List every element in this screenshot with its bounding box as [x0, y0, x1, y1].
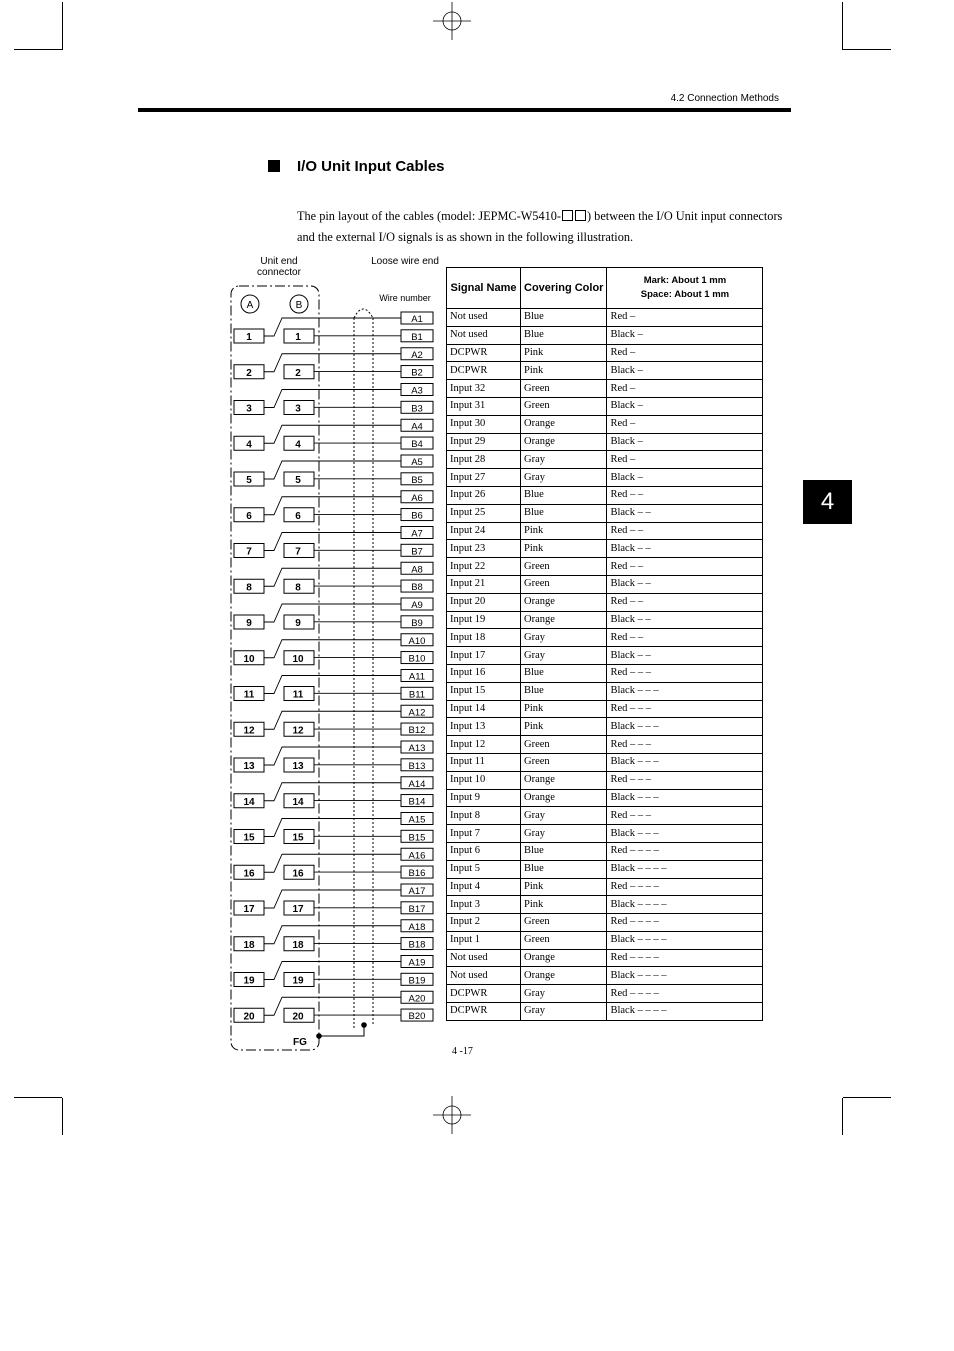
- covering-color-cell: Gray: [521, 807, 607, 825]
- cable-bundle-outline: [354, 309, 373, 1030]
- covering-color-cell: Blue: [521, 326, 607, 344]
- mark-cell: Red – – –: [607, 700, 763, 718]
- pin-label-a: 16: [243, 868, 255, 880]
- col-a-label: A: [246, 300, 254, 311]
- table-row: [447, 540, 763, 558]
- signal-name-cell: Input 3: [447, 896, 521, 914]
- mark-cell: Red –: [607, 344, 763, 362]
- covering-color-cell: Blue: [521, 682, 607, 700]
- table-row: [447, 718, 763, 736]
- mark-cell: Black – –: [607, 504, 763, 522]
- table-row: [447, 522, 763, 540]
- pin-label-b: 11: [292, 689, 304, 701]
- pin-label-b: 5: [295, 475, 301, 486]
- covering-color-cell: Blue: [521, 486, 607, 504]
- table-row: [447, 860, 763, 878]
- page-number: 4 -17: [452, 1046, 473, 1057]
- table-row: [447, 647, 763, 665]
- wire-number: A16: [408, 850, 426, 862]
- table-row: [447, 309, 763, 327]
- table-row: [447, 967, 763, 985]
- mark-cell: Black – – – –: [607, 931, 763, 949]
- table-row: [447, 469, 763, 487]
- mark-cell: Red – – – –: [607, 949, 763, 967]
- wire-number: A4: [411, 421, 423, 433]
- signal-name-cell: Input 8: [447, 807, 521, 825]
- pin-label-b: 10: [292, 653, 304, 665]
- mark-cell: Red – – –: [607, 736, 763, 754]
- covering-color-cell: Gray: [521, 825, 607, 843]
- covering-color-cell: Orange: [521, 593, 607, 611]
- col-covering-color: Covering Color: [521, 268, 607, 309]
- signal-name-cell: Input 31: [447, 397, 521, 415]
- pin-label-b: 12: [292, 725, 304, 737]
- wire-number: A5: [411, 457, 423, 468]
- pin-label-a: 17: [243, 904, 255, 915]
- covering-color-cell: Orange: [521, 949, 607, 967]
- signal-name-cell: DCPWR: [447, 985, 521, 1003]
- covering-color-cell: Blue: [521, 664, 607, 682]
- table-row: [447, 380, 763, 398]
- pin-label-b: 4: [295, 439, 301, 451]
- wire-number: B10: [408, 653, 426, 665]
- signal-name-cell: Input 4: [447, 878, 521, 896]
- wire-number: B17: [408, 903, 426, 915]
- signal-name-cell: Input 19: [447, 611, 521, 629]
- mark-cell: Black – –: [607, 575, 763, 593]
- wire-number: A20: [408, 993, 426, 1005]
- table-row: [447, 896, 763, 914]
- mark-cell: Red – –: [607, 486, 763, 504]
- mark-cell: Red – – –: [607, 771, 763, 789]
- mark-cell: Red – – – –: [607, 878, 763, 896]
- wire-number: B12: [408, 725, 426, 737]
- pin-label-b: 20: [292, 1011, 304, 1023]
- signal-name-cell: Input 32: [447, 380, 521, 398]
- signal-name-cell: Input 5: [447, 860, 521, 878]
- fg-label: FG: [293, 1037, 307, 1048]
- mark-cell: Black – – – –: [607, 1003, 763, 1021]
- covering-color-cell: Green: [521, 914, 607, 932]
- pin-label-b: 17: [292, 904, 304, 915]
- pin-label-b: 1: [295, 332, 301, 343]
- running-head: 4.2 Connection Methods: [670, 93, 779, 104]
- wire-number: B15: [408, 832, 426, 844]
- pin-label-a: 20: [243, 1011, 255, 1023]
- signal-name-cell: Input 28: [447, 451, 521, 469]
- covering-color-cell: Green: [521, 753, 607, 771]
- pin-label-b: 16: [292, 868, 304, 880]
- mark-cell: Black – – –: [607, 825, 763, 843]
- wire-number: A19: [408, 957, 426, 969]
- covering-color-cell: Gray: [521, 1003, 607, 1021]
- covering-color-cell: Green: [521, 736, 607, 754]
- pin-label-b: 7: [295, 546, 301, 558]
- mark-cell: Red – – –: [607, 807, 763, 825]
- pin-label-a: 12: [243, 725, 255, 737]
- wire-number: B20: [408, 1011, 426, 1023]
- mark-cell: Black –: [607, 397, 763, 415]
- wire-number: A7: [411, 528, 423, 540]
- table-row: [447, 771, 763, 789]
- signal-name-cell: Input 11: [447, 753, 521, 771]
- signal-name-cell: Not used: [447, 309, 521, 327]
- loose-end-label: Loose wire end: [371, 256, 439, 267]
- signal-name-cell: Input 14: [447, 700, 521, 718]
- table-row: [447, 344, 763, 362]
- pin-label-a: 10: [243, 653, 255, 665]
- signal-name-cell: Input 26: [447, 486, 521, 504]
- covering-color-cell: Blue: [521, 504, 607, 522]
- table-row: [447, 1003, 763, 1021]
- mark-cell: Black –: [607, 362, 763, 380]
- wire-number: A13: [408, 743, 426, 754]
- signal-name-cell: Input 18: [447, 629, 521, 647]
- table-row: [447, 985, 763, 1003]
- covering-color-cell: Gray: [521, 985, 607, 1003]
- mark-cell: Red – – – –: [607, 914, 763, 932]
- table-row: [447, 504, 763, 522]
- table-row: [447, 629, 763, 647]
- table-row: [447, 593, 763, 611]
- section-title-text: I/O Unit Input Cables: [297, 158, 445, 175]
- mark-cell: Black –: [607, 469, 763, 487]
- wire-number: B8: [411, 582, 423, 594]
- wire-number: A15: [408, 814, 426, 826]
- signal-name-cell: Input 23: [447, 540, 521, 558]
- pin-label-a: 6: [246, 510, 252, 522]
- table-row: [447, 433, 763, 451]
- wire-number: B7: [411, 546, 423, 558]
- table-row: [447, 842, 763, 860]
- table-row: [447, 415, 763, 433]
- mark-cell: Black – – –: [607, 718, 763, 736]
- mark-cell: Black – – –: [607, 682, 763, 700]
- wire-number: A11: [408, 671, 426, 683]
- pin-label-b: 9: [295, 618, 301, 629]
- table-row: [447, 664, 763, 682]
- mark-cell: Black –: [607, 326, 763, 344]
- table-row: [447, 753, 763, 771]
- mark-cell: Red – –: [607, 522, 763, 540]
- pin-label-a: 8: [246, 582, 252, 594]
- pin-label-a: 7: [246, 546, 252, 558]
- mark-cell: Red –: [607, 380, 763, 398]
- unit-end-label: Unit end connector: [257, 256, 301, 278]
- wire-number: A10: [408, 635, 426, 647]
- pin-label-b: 8: [295, 582, 301, 594]
- covering-color-cell: Blue: [521, 309, 607, 327]
- wire-number: B16: [408, 868, 426, 880]
- wire-number: B5: [411, 474, 423, 486]
- table-header-row: [447, 268, 763, 309]
- signal-name-cell: DCPWR: [447, 344, 521, 362]
- table-row: [447, 789, 763, 807]
- signal-name-cell: Input 16: [447, 664, 521, 682]
- mark-cell: Red –: [607, 309, 763, 327]
- covering-color-cell: Blue: [521, 860, 607, 878]
- table-row: [447, 451, 763, 469]
- signal-name-cell: Input 29: [447, 433, 521, 451]
- wire-number: A3: [411, 385, 423, 397]
- covering-color-cell: Pink: [521, 522, 607, 540]
- wire-number: B13: [408, 760, 426, 772]
- signal-name-cell: Input 24: [447, 522, 521, 540]
- wire-number: B2: [411, 367, 423, 379]
- mark-cell: Red – –: [607, 629, 763, 647]
- signal-name-cell: Not used: [447, 967, 521, 985]
- covering-color-cell: Gray: [521, 647, 607, 665]
- mark-cell: Red – – –: [607, 664, 763, 682]
- signal-name-cell: Input 15: [447, 682, 521, 700]
- pin-label-a: 2: [246, 367, 252, 379]
- pin-label-a: 5: [246, 475, 252, 486]
- pin-label-b: 15: [292, 832, 304, 844]
- chapter-tab: 4: [803, 480, 852, 524]
- mark-cell: Black – – –: [607, 753, 763, 771]
- covering-color-cell: Green: [521, 397, 607, 415]
- mark-cell: Black – –: [607, 611, 763, 629]
- signal-name-cell: Input 10: [447, 771, 521, 789]
- covering-color-cell: Pink: [521, 540, 607, 558]
- wire-number: B4: [411, 439, 423, 451]
- signal-name-cell: Input 9: [447, 789, 521, 807]
- covering-color-cell: Pink: [521, 878, 607, 896]
- covering-color-cell: Green: [521, 558, 607, 576]
- signal-name-cell: Input 25: [447, 504, 521, 522]
- pin-label-a: 1: [246, 332, 252, 343]
- table-row: [447, 682, 763, 700]
- table-row: [447, 575, 763, 593]
- pin-label-a: 18: [243, 939, 255, 951]
- pin-table: [446, 267, 763, 1021]
- mark-cell: Red –: [607, 415, 763, 433]
- covering-color-cell: Pink: [521, 344, 607, 362]
- covering-color-cell: Orange: [521, 789, 607, 807]
- mark-cell: Red – – – –: [607, 842, 763, 860]
- signal-name-cell: Input 30: [447, 415, 521, 433]
- wire-number: B9: [411, 617, 423, 629]
- wire-number: B3: [411, 403, 423, 415]
- covering-color-cell: Pink: [521, 700, 607, 718]
- pin-label-a: 4: [246, 439, 252, 451]
- signal-name-cell: Input 1: [447, 931, 521, 949]
- signal-name-cell: Input 20: [447, 593, 521, 611]
- table-row: [447, 931, 763, 949]
- pin-label-a: 13: [243, 761, 255, 772]
- covering-color-cell: Orange: [521, 611, 607, 629]
- wire-number: A17: [408, 886, 426, 897]
- covering-color-cell: Orange: [521, 433, 607, 451]
- covering-color-cell: Green: [521, 380, 607, 398]
- pin-label-a: 9: [246, 618, 252, 629]
- table-row: [447, 807, 763, 825]
- col-signal-name: Signal Name: [447, 268, 521, 309]
- wire-number: B11: [408, 689, 426, 701]
- mark-cell: Red – –: [607, 593, 763, 611]
- wire-number: A8: [411, 564, 423, 576]
- pin-label-b: 13: [292, 761, 304, 772]
- wire-number: B19: [408, 975, 426, 987]
- table-row: [447, 700, 763, 718]
- wire-number: B1: [411, 331, 423, 343]
- pin-label-a: 14: [243, 796, 255, 808]
- wire-number: B6: [411, 510, 423, 522]
- table-row: [447, 878, 763, 896]
- wire-number: A6: [411, 492, 423, 504]
- mark-cell: Black – – – –: [607, 896, 763, 914]
- covering-color-cell: Gray: [521, 629, 607, 647]
- covering-color-cell: Pink: [521, 896, 607, 914]
- pin-label-b: 2: [295, 367, 301, 379]
- pin-label-b: 14: [292, 796, 304, 808]
- signal-name-cell: Input 22: [447, 558, 521, 576]
- fg-shield-dot: [361, 1022, 367, 1028]
- signal-name-cell: Not used: [447, 949, 521, 967]
- pin-label-b: 18: [292, 939, 304, 951]
- table-row: [447, 914, 763, 932]
- covering-color-cell: Pink: [521, 718, 607, 736]
- intro-paragraph: The pin layout of the cables (model: JEPMC-W5410- ) between the I/O Unit input connectors and the external I/O signals is as shown in the following illustration.: [297, 209, 783, 244]
- covering-color-cell: Gray: [521, 469, 607, 487]
- table-row: [447, 397, 763, 415]
- table-row: [447, 825, 763, 843]
- covering-color-cell: Gray: [521, 451, 607, 469]
- signal-name-cell: DCPWR: [447, 1003, 521, 1021]
- table-row: [447, 736, 763, 754]
- table-row: [447, 611, 763, 629]
- pin-label-a: 11: [243, 689, 255, 701]
- pin-label-a: 15: [243, 832, 255, 844]
- signal-name-cell: Input 17: [447, 647, 521, 665]
- wire-number: B18: [408, 939, 426, 951]
- mark-cell: Red – – – –: [607, 985, 763, 1003]
- signal-name-cell: Input 13: [447, 718, 521, 736]
- fg-terminal: [316, 1033, 322, 1039]
- table-row: [447, 949, 763, 967]
- fg-wire: [319, 1025, 364, 1036]
- mark-cell: Black – – –: [607, 789, 763, 807]
- signal-name-cell: Input 27: [447, 469, 521, 487]
- wire-number: A9: [411, 600, 423, 611]
- signal-name-cell: Input 7: [447, 825, 521, 843]
- mark-cell: Red –: [607, 451, 763, 469]
- covering-color-cell: Orange: [521, 771, 607, 789]
- covering-color-cell: Green: [521, 931, 607, 949]
- pin-label-b: 19: [292, 975, 304, 987]
- mark-cell: Black – –: [607, 540, 763, 558]
- table-row: [447, 486, 763, 504]
- signal-name-cell: Input 12: [447, 736, 521, 754]
- pin-label-a: 19: [243, 975, 255, 987]
- wire-number: A12: [408, 707, 426, 719]
- table-row: [447, 326, 763, 344]
- pin-label-b: 6: [295, 510, 301, 522]
- col-mark: Mark: About 1 mm Space: About 1 mm: [607, 268, 763, 309]
- pin-label-a: 3: [246, 403, 252, 415]
- wire-number-label: Wire number: [379, 293, 431, 303]
- covering-color-cell: Blue: [521, 842, 607, 860]
- mark-cell: Black – – – –: [607, 860, 763, 878]
- signal-name-cell: Input 6: [447, 842, 521, 860]
- signal-name-cell: Input 2: [447, 914, 521, 932]
- wire-number: A1: [411, 314, 423, 325]
- mark-cell: Black – –: [607, 647, 763, 665]
- mark-cell: Black – – – –: [607, 967, 763, 985]
- pin-label-b: 3: [295, 403, 301, 415]
- table-row: [447, 362, 763, 380]
- wire-number: A14: [408, 778, 426, 790]
- wire-number: B14: [408, 796, 426, 808]
- mark-cell: Black –: [607, 433, 763, 451]
- signal-name-cell: DCPWR: [447, 362, 521, 380]
- signal-name-cell: Input 21: [447, 575, 521, 593]
- col-b-label: B: [295, 300, 303, 311]
- wire-number: A2: [411, 349, 423, 361]
- signal-name-cell: Not used: [447, 326, 521, 344]
- table-row: [447, 558, 763, 576]
- covering-color-cell: Orange: [521, 967, 607, 985]
- covering-color-cell: Orange: [521, 415, 607, 433]
- mark-cell: Red – –: [607, 558, 763, 576]
- wire-number: A18: [408, 921, 426, 933]
- covering-color-cell: Green: [521, 575, 607, 593]
- covering-color-cell: Pink: [521, 362, 607, 380]
